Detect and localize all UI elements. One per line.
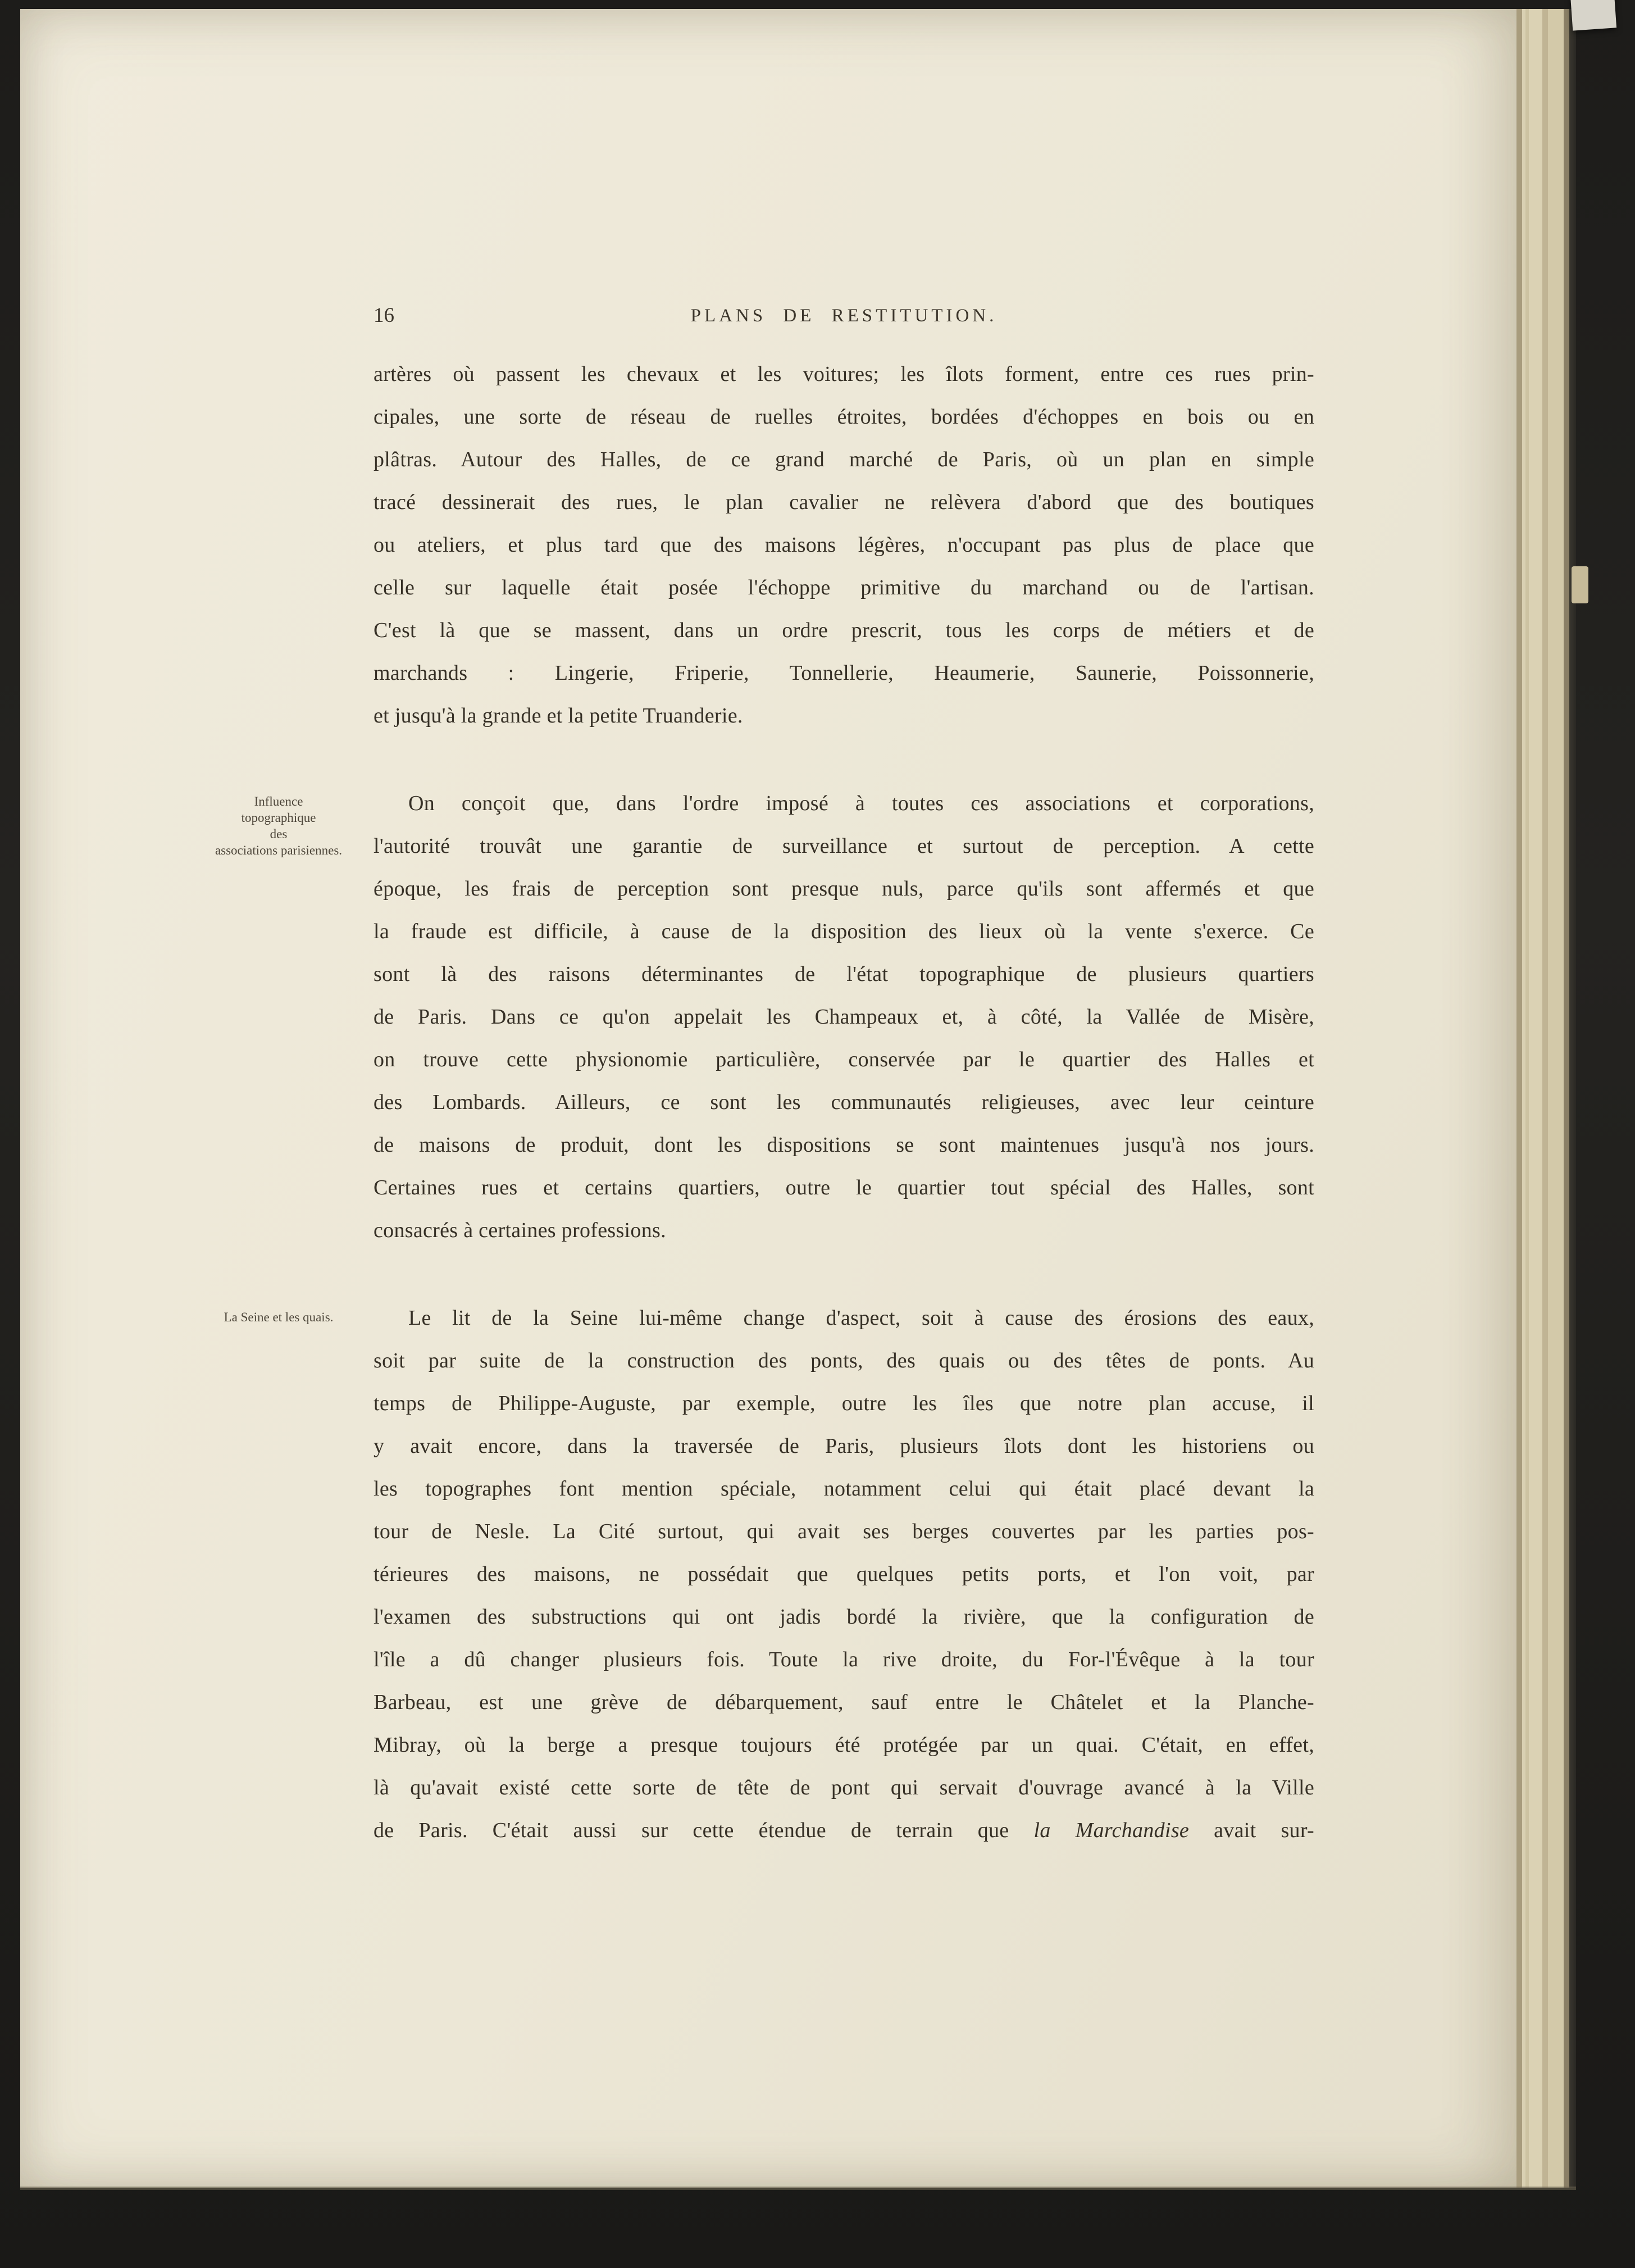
- margin-note-line: associations parisiennes.: [215, 843, 343, 857]
- margin-note-influence: [189, 793, 368, 858]
- text-line: Barbeau, est une grève de débarquement, sauf entre le Châtelet et la Planche-: [374, 1690, 1314, 1714]
- page-header: [374, 303, 1314, 331]
- text-line: soit par suite de la construction des ponts, des quais ou des têtes de ponts. Au: [374, 1349, 1314, 1372]
- text-segment: de Paris. C'était aussi sur cette étendue de terrain que: [374, 1819, 1034, 1842]
- text-line: marchands : Lingerie, Friperie, Tonnellerie, Heaumerie, Saunerie, Poissonnerie,: [374, 661, 1314, 685]
- text-line: celle sur laquelle était posée l'échoppe primitive du marchand ou de l'artisan.: [374, 576, 1314, 599]
- text-line: les topographes font mention spéciale, notamment celui qui était placé devant la: [374, 1477, 1314, 1501]
- text-line: là qu'avait existé cette sorte de tête de pont qui servait d'ouvrage avancé à la Ville: [374, 1776, 1314, 1799]
- text-line: tour de Nesle. La Cité surtout, qui avait ses berges couvertes par les parties pos-: [374, 1520, 1314, 1543]
- paragraph: [374, 353, 1314, 737]
- text-line: On conçoit que, dans l'ordre imposé à toutes ces associations et corporations,: [408, 792, 1314, 815]
- text-line: artères où passent les chevaux et les voitures; les îlots forment, entre ces rues prin-: [374, 362, 1314, 386]
- text-line: de maisons de produit, dont les dispositions se sont maintenues jusqu'à nos jours.: [374, 1133, 1314, 1157]
- margin-note-line: topographique: [241, 811, 316, 825]
- text-segment: avait sur-: [1189, 1819, 1314, 1842]
- page-number: 16: [374, 304, 394, 327]
- text-line: temps de Philippe-Auguste, par exemple, outre les îles que notre plan accuse, il: [374, 1392, 1314, 1415]
- margin-note-seine: [189, 1309, 368, 1325]
- text-line: de Paris. Dans ce qu'on appelait les Champeaux et, à côté, la Vallée de Misère,: [374, 1005, 1314, 1029]
- running-title: PLANS DE RESTITUTION.: [690, 306, 998, 326]
- page-corner-artifact: [1570, 0, 1616, 31]
- text-line: térieures des maisons, ne possédait que quelques petits ports, et l'on voit, par: [374, 1562, 1314, 1586]
- text-line: cipales, une sorte de réseau de ruelles étroites, bordées d'échoppes en bois ou en: [374, 405, 1314, 429]
- text-line: et jusqu'à la grande et la petite Truanderie.: [374, 704, 743, 728]
- text-line: tracé dessinerait des rues, le plan cavalier ne relèvera d'abord que des boutiques: [374, 490, 1314, 514]
- page-bottom-edge: [20, 2187, 1576, 2190]
- italic-text: la Marchandise: [1033, 1819, 1190, 1842]
- text-line: y avait encore, dans la traversée de Paris, plusieurs îlots dont les historiens ou: [374, 1434, 1314, 1458]
- text-line: des Lombards. Ailleurs, ce sont les communautés religieuses, avec leur ceinture: [374, 1090, 1314, 1114]
- text-line: la fraude est difficile, à cause de la disposition des lieux où la vente s'exerce. Ce: [374, 920, 1314, 943]
- paragraph: [374, 1297, 1314, 1852]
- paragraph: [374, 782, 1314, 1252]
- text-line: plâtras. Autour des Halles, de ce grand marché de Paris, où un plan en simple: [374, 448, 1314, 471]
- text-line: consacrés à certaines professions.: [374, 1219, 666, 1242]
- text-line: époque, les frais de perception sont presque nuls, parce qu'ils sont affermés et que: [374, 877, 1314, 901]
- text-block: [374, 353, 1314, 1852]
- text-line: C'est là que se massent, dans un ordre prescrit, tous les corps de métiers et de: [374, 619, 1314, 642]
- margin-note-line: Influence: [254, 794, 303, 808]
- fore-edge-mark: [1572, 566, 1588, 603]
- text-line: l'examen des substructions qui ont jadis bordé la rivière, que la configuration de: [374, 1605, 1314, 1629]
- book-fore-edge: [1516, 9, 1576, 2188]
- text-line: Certaines rues et certains quartiers, outre le quartier tout spécial des Halles, sont: [374, 1176, 1314, 1199]
- text-line: l'autorité trouvât une garantie de surveillance et surtout de perception. A cette: [374, 834, 1314, 858]
- margin-note-line: des: [270, 827, 288, 841]
- text-line: l'île a dû changer plusieurs fois. Toute la rive droite, du For-l'Évêque à la tour: [374, 1648, 1314, 1671]
- text-line: ou ateliers, et plus tard que des maisons légères, n'occupant pas plus de place que: [374, 533, 1314, 557]
- text-line: Le lit de la Seine lui-même change d'aspect, soit à cause des érosions des eaux,: [408, 1306, 1314, 1330]
- margin-note-line: La Seine et les quais.: [224, 1310, 334, 1324]
- text-line: sont là des raisons déterminantes de l'état topographique de plusieurs quartiers: [374, 962, 1314, 986]
- text-line: on trouve cette physionomie particulière, conservée par le quartier des Halles et: [374, 1048, 1314, 1071]
- book-page: [20, 9, 1516, 2188]
- text-line: [374, 1809, 1314, 1852]
- text-line: Mibray, où la berge a presque toujours été protégée par un quai. C'était, en effet,: [374, 1733, 1314, 1757]
